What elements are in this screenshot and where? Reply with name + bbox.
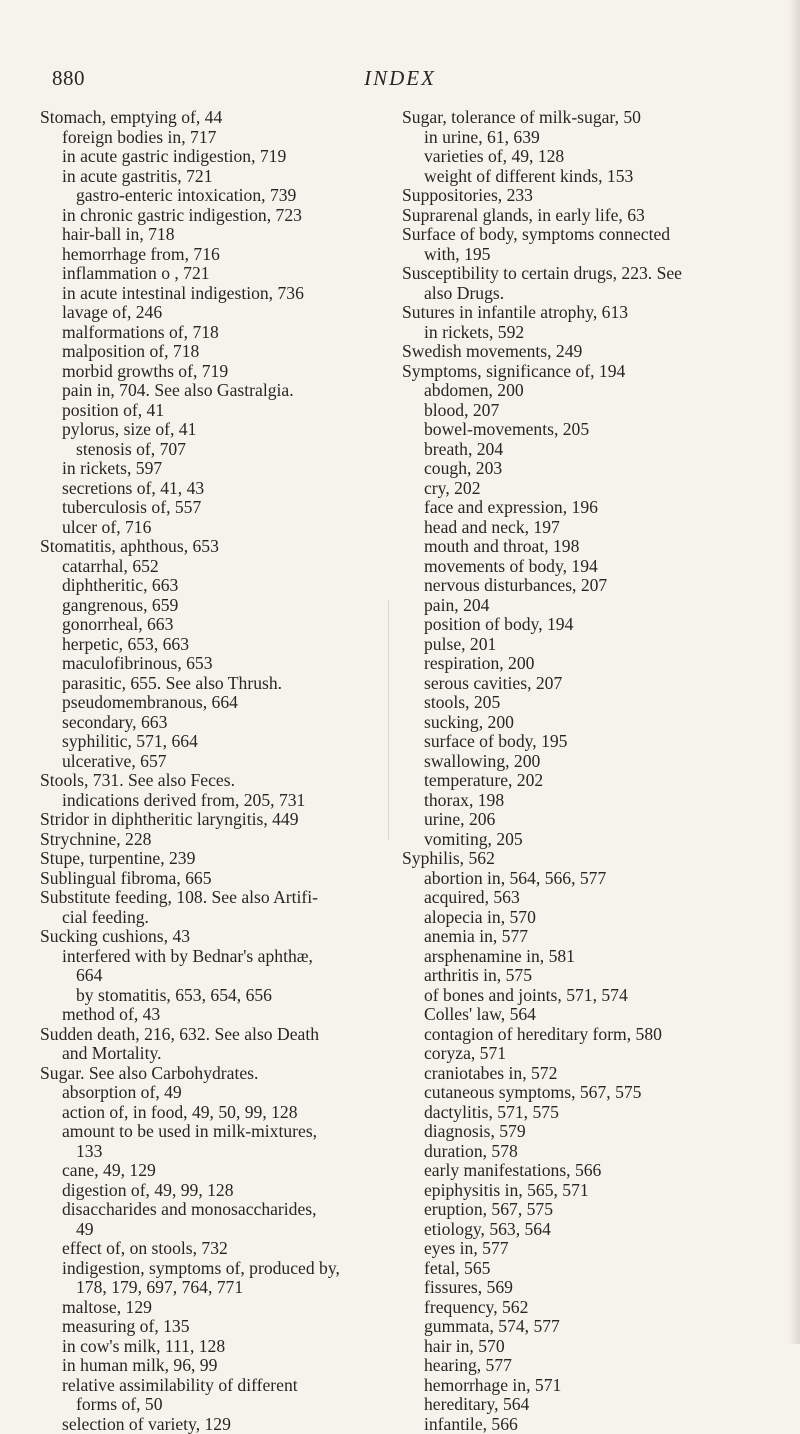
index-entry-sub: of bones and joints, 571, 574 <box>402 986 772 1006</box>
index-entry-sub: amount to be used in milk-mixtures, <box>40 1122 390 1142</box>
index-entry-main: Substitute feeding, 108. See also Artifi- <box>40 888 390 908</box>
index-entry-sub: measuring of, 135 <box>40 1317 390 1337</box>
index-entry-sub: Colles' law, 564 <box>402 1005 772 1025</box>
index-entry-sub: with, 195 <box>402 245 772 265</box>
index-entry-sub: interfered with by Bednar's aphthæ, <box>40 947 390 967</box>
index-entry-sub: method of, 43 <box>40 1005 390 1025</box>
index-entry-main: Suprarenal glands, in early life, 63 <box>402 206 772 226</box>
index-entry-main: Stomatitis, aphthous, 653 <box>40 537 390 557</box>
index-entry-sub: eyes in, 577 <box>402 1239 772 1259</box>
index-entry-sub: selection of variety, 129 <box>40 1415 390 1434</box>
index-entry-sub: weight of different kinds, 153 <box>402 167 772 187</box>
index-entry-sub: bowel-movements, 205 <box>402 420 772 440</box>
index-entry-sub: indigestion, symptoms of, produced by, <box>40 1259 390 1279</box>
index-entry-sub: etiology, 563, 564 <box>402 1220 772 1240</box>
index-entry-sub: inflammation o , 721 <box>40 264 390 284</box>
index-entry-sub: 664 <box>40 966 390 986</box>
index-entry-sub: surface of body, 195 <box>402 732 772 752</box>
index-entry-main: Stomach, emptying of, 44 <box>40 108 390 128</box>
index-entry-sub: diagnosis, 579 <box>402 1122 772 1142</box>
index-entry-sub: infantile, 566 <box>402 1415 772 1434</box>
index-entry-sub: digestion of, 49, 99, 128 <box>40 1181 390 1201</box>
index-entry-sub: fissures, 569 <box>402 1278 772 1298</box>
index-entry-sub: action of, in food, 49, 50, 99, 128 <box>40 1103 390 1123</box>
index-entry-sub: hemorrhage in, 571 <box>402 1376 772 1396</box>
index-entry-sub: gummata, 574, 577 <box>402 1317 772 1337</box>
index-entry-main: Stupe, turpentine, 239 <box>40 849 390 869</box>
index-entry-sub: cough, 203 <box>402 459 772 479</box>
index-entry-sub: anemia in, 577 <box>402 927 772 947</box>
index-entry-sub: nervous disturbances, 207 <box>402 576 772 596</box>
index-entry-sub: indications derived from, 205, 731 <box>40 791 390 811</box>
index-entry-sub: also Drugs. <box>402 284 772 304</box>
running-head: INDEX <box>0 66 800 91</box>
index-entry-sub: relative assimilability of different <box>40 1376 390 1396</box>
index-entry-sub: syphilitic, 571, 664 <box>40 732 390 752</box>
index-entry-main: Symptoms, significance of, 194 <box>402 362 772 382</box>
index-entry-main: Sudden death, 216, 632. See also Death <box>40 1025 390 1045</box>
index-column-right <box>402 108 772 1434</box>
index-entry-sub: diphtheritic, 663 <box>40 576 390 596</box>
index-entry-sub: by stomatitis, 653, 654, 656 <box>40 986 390 1006</box>
index-entry-sub: urine, 206 <box>402 810 772 830</box>
index-entry-sub: craniotabes in, 572 <box>402 1064 772 1084</box>
index-entry-sub: and Mortality. <box>40 1044 390 1064</box>
index-entry-sub: pain in, 704. See also Gastralgia. <box>40 381 390 401</box>
index-entry-main: Sublingual fibroma, 665 <box>40 869 390 889</box>
index-entry-sub: sucking, 200 <box>402 713 772 733</box>
index-entry-sub: early manifestations, 566 <box>402 1161 772 1181</box>
index-entry-sub: in acute gastritis, 721 <box>40 167 390 187</box>
index-entry-main: Swedish movements, 249 <box>402 342 772 362</box>
index-entry-sub: abdomen, 200 <box>402 381 772 401</box>
index-entry-sub: serous cavities, 207 <box>402 674 772 694</box>
index-entry-sub: varieties of, 49, 128 <box>402 147 772 167</box>
index-entry-sub: hemorrhage from, 716 <box>40 245 390 265</box>
index-entry-sub: pulse, 201 <box>402 635 772 655</box>
index-entry-sub: effect of, on stools, 732 <box>40 1239 390 1259</box>
index-entry-sub: frequency, 562 <box>402 1298 772 1318</box>
index-entry-main: Strychnine, 228 <box>40 830 390 850</box>
index-entry-main: Sugar, tolerance of milk-sugar, 50 <box>402 108 772 128</box>
index-entry-sub: gonorrheal, 663 <box>40 615 390 635</box>
index-entry-sub: pylorus, size of, 41 <box>40 420 390 440</box>
index-entry-sub: catarrhal, 652 <box>40 557 390 577</box>
index-entry-sub: tuberculosis of, 557 <box>40 498 390 518</box>
index-entry-sub: contagion of hereditary form, 580 <box>402 1025 772 1045</box>
page-header <box>0 66 800 90</box>
index-entry-sub: head and neck, 197 <box>402 518 772 538</box>
index-entry-sub: forms of, 50 <box>40 1395 390 1415</box>
index-entry-sub: coryza, 571 <box>402 1044 772 1064</box>
index-entry-sub: in rickets, 597 <box>40 459 390 479</box>
index-entry-sub: cry, 202 <box>402 479 772 499</box>
index-entry-sub: dactylitis, 571, 575 <box>402 1103 772 1123</box>
index-entry-sub: alopecia in, 570 <box>402 908 772 928</box>
index-entry-sub: pain, 204 <box>402 596 772 616</box>
index-entry-sub: ulcer of, 716 <box>40 518 390 538</box>
index-column-left <box>40 108 390 1434</box>
index-entry-sub: epiphysitis in, 565, 571 <box>402 1181 772 1201</box>
index-entry-sub: arsphenamine in, 581 <box>402 947 772 967</box>
index-entry-main: Sucking cushions, 43 <box>40 927 390 947</box>
index-entry-sub: stenosis of, 707 <box>40 440 390 460</box>
index-entry-sub: gangrenous, 659 <box>40 596 390 616</box>
index-entry-sub: eruption, 567, 575 <box>402 1200 772 1220</box>
index-entry-sub: in acute intestinal indigestion, 736 <box>40 284 390 304</box>
index-entry-sub: in urine, 61, 639 <box>402 128 772 148</box>
index-entry-sub: thorax, 198 <box>402 791 772 811</box>
index-entry-sub: absorption of, 49 <box>40 1083 390 1103</box>
index-entry-sub: cutaneous symptoms, 567, 575 <box>402 1083 772 1103</box>
index-entry-sub: vomiting, 205 <box>402 830 772 850</box>
index-entry-main: Susceptibility to certain drugs, 223. See <box>402 264 772 284</box>
index-entry-sub: acquired, 563 <box>402 888 772 908</box>
index-entry-sub: 49 <box>40 1220 390 1240</box>
index-entry-sub: secondary, 663 <box>40 713 390 733</box>
index-entry-sub: stools, 205 <box>402 693 772 713</box>
index-entry-sub: cane, 49, 129 <box>40 1161 390 1181</box>
index-entry-sub: foreign bodies in, 717 <box>40 128 390 148</box>
index-entry-sub: arthritis in, 575 <box>402 966 772 986</box>
index-entry-sub: breath, 204 <box>402 440 772 460</box>
index-entry-sub: 133 <box>40 1142 390 1162</box>
index-entry-sub: movements of body, 194 <box>402 557 772 577</box>
index-entry-sub: 178, 179, 697, 764, 771 <box>40 1278 390 1298</box>
index-entry-main: Syphilis, 562 <box>402 849 772 869</box>
index-entry-sub: disaccharides and monosaccharides, <box>40 1200 390 1220</box>
index-entry-sub: abortion in, 564, 566, 577 <box>402 869 772 889</box>
index-entry-sub: temperature, 202 <box>402 771 772 791</box>
index-entry-sub: parasitic, 655. See also Thrush. <box>40 674 390 694</box>
index-entry-sub: cial feeding. <box>40 908 390 928</box>
index-entry-sub: in rickets, 592 <box>402 323 772 343</box>
index-entry-sub: hair in, 570 <box>402 1337 772 1357</box>
index-entry-sub: malposition of, 718 <box>40 342 390 362</box>
index-entry-main: Sugar. See also Carbohydrates. <box>40 1064 390 1084</box>
index-entry-sub: mouth and throat, 198 <box>402 537 772 557</box>
index-entry-sub: in acute gastric indigestion, 719 <box>40 147 390 167</box>
index-entry-sub: in cow's milk, 111, 128 <box>40 1337 390 1357</box>
index-entry-main: Suppositories, 233 <box>402 186 772 206</box>
index-entry-sub: blood, 207 <box>402 401 772 421</box>
index-entry-sub: swallowing, 200 <box>402 752 772 772</box>
index-entry-sub: maltose, 129 <box>40 1298 390 1318</box>
index-entry-sub: pseudomembranous, 664 <box>40 693 390 713</box>
index-entry-sub: hereditary, 564 <box>402 1395 772 1415</box>
index-entry-sub: face and expression, 196 <box>402 498 772 518</box>
index-entry-sub: lavage of, 246 <box>40 303 390 323</box>
page-number: 880 <box>52 66 85 91</box>
index-entry-sub: herpetic, 653, 663 <box>40 635 390 655</box>
index-entry-main: Stools, 731. See also Feces. <box>40 771 390 791</box>
index-entry-sub: in human milk, 96, 99 <box>40 1356 390 1376</box>
index-entry-sub: respiration, 200 <box>402 654 772 674</box>
index-entry-main: Stridor in diphtheritic laryngitis, 449 <box>40 810 390 830</box>
index-entry-sub: duration, 578 <box>402 1142 772 1162</box>
index-entry-sub: position of, 41 <box>40 401 390 421</box>
index-entry-sub: in chronic gastric indigestion, 723 <box>40 206 390 226</box>
page-edge-shadow <box>788 0 800 1344</box>
index-entry-main: Surface of body, symptoms connected <box>402 225 772 245</box>
index-entry-sub: hair-ball in, 718 <box>40 225 390 245</box>
index-entry-sub: position of body, 194 <box>402 615 772 635</box>
index-entry-main: Sutures in infantile atrophy, 613 <box>402 303 772 323</box>
index-entry-sub: ulcerative, 657 <box>40 752 390 772</box>
index-entry-sub: morbid growths of, 719 <box>40 362 390 382</box>
index-entry-sub: secretions of, 41, 43 <box>40 479 390 499</box>
index-entry-sub: fetal, 565 <box>402 1259 772 1279</box>
index-entry-sub: hearing, 577 <box>402 1356 772 1376</box>
index-entry-sub: gastro-enteric intoxication, 739 <box>40 186 390 206</box>
index-entry-sub: malformations of, 718 <box>40 323 390 343</box>
index-entry-sub: maculofibrinous, 653 <box>40 654 390 674</box>
